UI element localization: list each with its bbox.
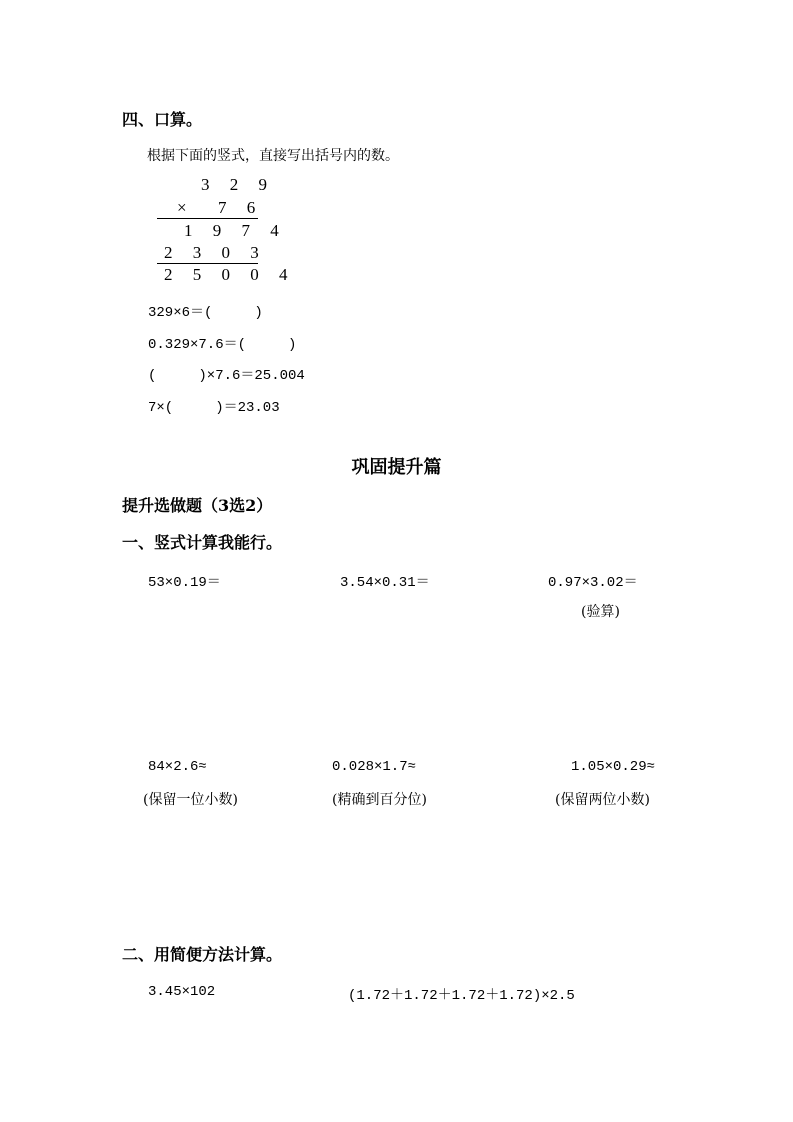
vertical-row-1: 3 2 9 xyxy=(201,175,275,194)
consolidation-subtitle: 提升选做题（3选2） xyxy=(122,496,273,515)
consolidation-title: 巩固提升篇 xyxy=(351,457,442,478)
calc-item-5: 0.028×1.7≈ xyxy=(332,759,417,775)
verify-note: (验算) xyxy=(581,604,620,620)
calc-item-4: 84×2.6≈ xyxy=(148,759,207,775)
multiply-sign: × xyxy=(177,198,195,217)
vertical-row-5: 2 5 0 0 4 xyxy=(164,265,296,284)
calc-item-3: 0.97×3.02＝ xyxy=(548,575,638,591)
vertical-row-4: 2 3 0 3 xyxy=(164,243,267,262)
section4-heading: 四、口算。 xyxy=(122,110,203,129)
simplify-item-2: (1.72＋1.72＋1.72＋1.72)×2.5 xyxy=(348,988,575,1004)
question-1: 329×6＝( ) xyxy=(148,305,263,321)
part2-heading: 二、用简便方法计算。 xyxy=(122,945,283,964)
rounding-note-2: (精确到百分位) xyxy=(332,792,427,808)
vertical-line-2 xyxy=(157,263,258,264)
simplify-item-1: 3.45×102 xyxy=(148,984,216,1000)
question-2: 0.329×7.6＝( ) xyxy=(148,337,297,353)
part1-heading: 一、竖式计算我能行。 xyxy=(122,533,283,552)
vertical-line-1 xyxy=(157,218,258,219)
vertical-row-2: 7 6 xyxy=(218,198,264,217)
question-4: 7×( )＝23.03 xyxy=(148,400,280,416)
calc-item-2: 3.54×0.31＝ xyxy=(340,575,430,591)
section4-instruction: 根据下面的竖式，直接写出括号内的数。 xyxy=(147,148,399,164)
rounding-note-1: (保留一位小数) xyxy=(143,792,238,808)
calc-item-6: 1.05×0.29≈ xyxy=(571,759,656,775)
rounding-note-3: (保留两位小数) xyxy=(555,792,650,808)
question-3: ( )×7.6＝25.004 xyxy=(148,368,305,384)
vertical-row-3: 1 9 7 4 xyxy=(184,221,287,240)
calc-item-1: 53×0.19＝ xyxy=(148,575,221,591)
